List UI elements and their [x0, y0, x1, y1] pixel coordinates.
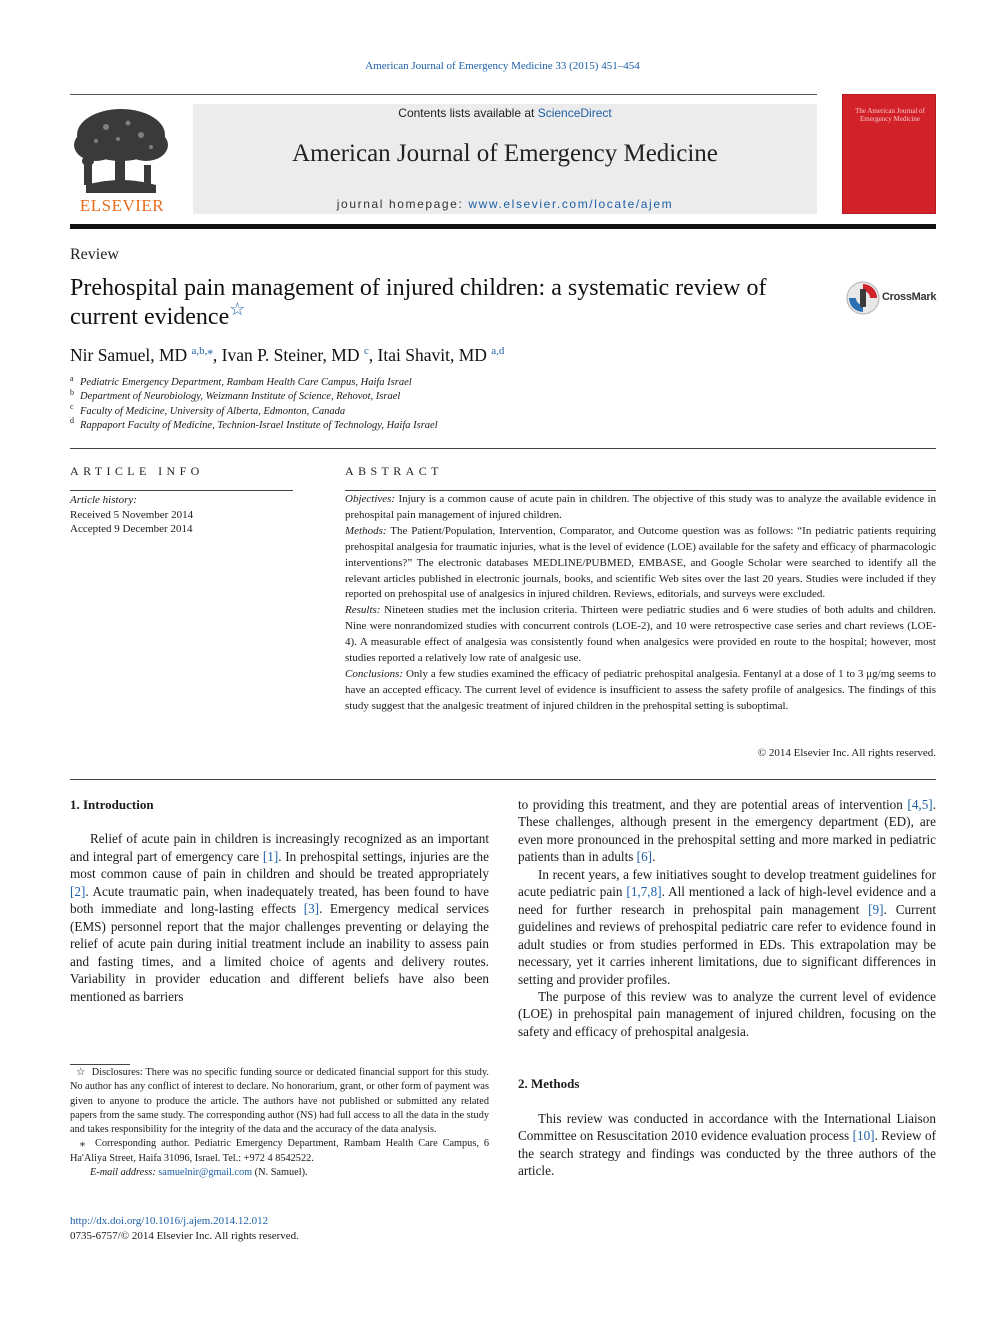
body-left-column	[70, 796, 489, 1005]
disclosure-footnote: ☆ Disclosures: There was no specific funding source or dedicated financial support for this study. No author has any conflict of interest to declare. No honorarium, grant, or other form of payment was given to anyone to produce the article. The authors have not published or submitted any related papers from the same study. The corresponding author (NS) had full access to all the data in the study and takes responsibility for the integrity of the data and the accuracy of the data analysis.	[70, 1067, 490, 1136]
copyright-notice: © 2014 Elsevier Inc. All rights reserved.	[757, 747, 936, 759]
text-run: . Current guidelines and reviews of prehospital pediatric care refer to evidence found in adult studies or from studies performed in EDs. This extrapolation may be necessary, yet it carries inherent limitations, due to significant differences in setting and provider profiles.	[518, 901, 936, 987]
crossmark-label: CrossMark	[882, 291, 937, 303]
abstract-conclusions: Conclusions: Only a few studies examined the efficacy of pediatric prehospital analgesia. Fentanyl at a dose of 1 to 3 μg/mg seems to have an accepted efficacy. The current level of evidence is insufficient to assess the safety profile of analgesics. The findings of this study suggest that the analgesic treatment of injured children in the prehospital setting is suboptimal.	[345, 667, 936, 712]
author-affiliation-marks[interactable]: c	[363, 345, 369, 357]
email-footnote: E-mail address: samuelnir@gmail.com (N. Samuel).	[90, 1167, 308, 1179]
author-name: Ivan P. Steiner, MD	[221, 344, 360, 365]
corresponding-author-footnote: ⁎ Corresponding author. Pediatric Emergency Department, Rambam Health Care Campus, 6 Ha'Aliya Street, Haifa 31096, Israel. Tel.: +972 4 8542522.	[70, 1138, 489, 1164]
author-list: Nir Samuel, MD $^{a,b,⁎}$, Ivan P. Steiner, MD $^c$, Itai Shavit, MD $^{a,d}$	[70, 344, 505, 365]
accepted-date: Accepted 9 December 2014	[70, 523, 193, 536]
text-run: to providing this treatment, and they are potential areas of intervention	[518, 797, 908, 812]
divider	[345, 490, 936, 491]
citation-link[interactable]: [1,7,8]	[626, 884, 662, 900]
email-link[interactable]: samuelnir@gmail.com	[158, 1167, 253, 1179]
text-run: . In prehospital settings, injuries are the most common cause of pain in children and should be treated appropriately	[70, 848, 489, 882]
affiliation-item: d Rappaport Faculty of Medicine, Technion-Israel Institute of Technology, Haifa Israel	[70, 416, 438, 431]
text-run: .	[652, 849, 656, 865]
doi-link[interactable]: http://dx.doi.org/10.1016/j.ajem.2014.12.012	[70, 1215, 269, 1227]
affiliation-item: b Department of Neurobiology, Weizmann Institute of Science, Rehovot, Israel	[70, 387, 401, 403]
citation-link[interactable]: [1]	[262, 848, 279, 864]
received-date: Received 5 November 2014	[70, 508, 194, 521]
citation-link[interactable]: [10]	[852, 1128, 875, 1144]
affiliation-list	[70, 373, 770, 433]
author-name: Itai Shavit, MD	[377, 344, 487, 365]
text-run: . Emergency medical services (EMS) personnel report that the major challenges preventing or delaying the relief of acute pain during initial treatment include an inability to assess pain and fasting times, and a limited choice of agents and delivery routes. Variability in provider education and different beliefs have also been mentioned as barriers	[70, 901, 489, 1004]
issn-line: 0735-6757/© 2014 Elsevier Inc. All rights reserved.	[70, 1230, 299, 1242]
body-paragraph: The purpose of this review was to analyze the current level of evidence (LOE) in prehospital pain management of injured children, focusing on the safety and efficacy of prehospital analgesia.	[518, 988, 936, 1039]
section-heading-methods: 2. Methods	[518, 1076, 580, 1092]
body-paragraph	[70, 830, 489, 1005]
author-name: Nir Samuel, MD	[70, 344, 188, 365]
text-run: . Review of the search strategy and findings was conducted by the three authors of the article.	[518, 1128, 936, 1179]
affiliation-item: a Pediatric Emergency Department, Rambam Health Care Campus, Haifa Israel	[70, 373, 412, 388]
journal-citation[interactable]: American Journal of Emergency Medicine 33 (2015) 451–454	[365, 60, 640, 72]
body-paragraph	[518, 866, 936, 988]
author-affiliation-marks[interactable]: a,b,⁎	[191, 345, 213, 357]
text-run: . These challenges, although present in the emergency department (ED), are even more pronounced in the prehospital setting and more marked in pediatric patients than in adults	[518, 797, 936, 865]
body-paragraph-continued	[518, 796, 936, 866]
text-run: This review was conducted in accordance with the International Liaison Committee on Resuscitation 2010 evidence evaluation process	[518, 1110, 936, 1144]
crossmark-badge[interactable]	[846, 281, 938, 317]
citation-link[interactable]: [2]	[70, 883, 86, 899]
text-run: In recent years, a few initiatives sought to develop treatment guidelines for acute pediatric pain	[518, 866, 936, 900]
author-affiliation-marks[interactable]: a,d	[491, 345, 505, 357]
journal-cover-thumbnail[interactable]	[842, 94, 936, 214]
body-right-column	[518, 796, 936, 1180]
article-info-heading: ARTICLE INFO	[70, 464, 204, 478]
journal-homepage-link[interactable]: www.elsevier.com/locate/ajem	[468, 197, 674, 211]
article-history	[70, 493, 300, 537]
citation-link[interactable]: [3]	[303, 901, 320, 917]
abstract-methods: Methods: The Patient/Population, Intervention, Comparator, and Outcome question was as follows: “In pediatric patients requiring prehospital analgesia for traumatic injuries, what is the level of evidence (LOE) available for the safety and efficacy of pharmacologic interventions?” The electronic databases MEDLINE/PUBMED, EMBASE, and Google Scholar were searched to identify all the relevant articles published in electronic journals, books, and scientific Web sites over the last 20 years. Studies were included if they reported on prehospital use of analgesics in injured children. Reviews, editorials, and surveys were excluded.	[345, 524, 936, 601]
citation-link[interactable]: [4,5]	[907, 797, 933, 812]
sciencedirect-link[interactable]: ScienceDirect	[537, 106, 612, 120]
abstract-heading: ABSTRACT	[345, 464, 443, 478]
crossmark-icon	[846, 281, 880, 315]
cover-title: The American Journal of Emergency Medicine	[855, 107, 925, 123]
divider	[70, 448, 936, 449]
header-thick-rule	[70, 224, 936, 229]
section-heading-introduction: 1. Introduction	[70, 797, 154, 812]
publisher-name: ELSEVIER	[79, 196, 165, 215]
abstract-objectives: Objectives: Injury is a common cause of acute pain in children. The objective of this study was to analyze the available evidence in prehospital pain management of injured children.	[345, 493, 936, 521]
header-top-rule	[70, 94, 817, 95]
abstract-body	[345, 492, 936, 715]
article-title: Prehospital pain management of injured children: a systematic review of current evidence☆	[70, 275, 767, 330]
divider	[70, 490, 293, 491]
divider	[70, 779, 936, 780]
text-run: Relief of acute pain in children is increasingly recognized as an important and integral part of emergency care	[70, 831, 489, 864]
citation-link[interactable]: [6]	[636, 849, 653, 865]
section-type: Review	[70, 246, 119, 263]
citation-link[interactable]: [9]	[868, 901, 884, 917]
doi-block	[70, 1214, 470, 1244]
affiliation-item: c Faculty of Medicine, University of Alberta, Edmonton, Canada	[70, 402, 346, 417]
abstract-results: Results: Nineteen studies met the inclusion criteria. Thirteen were pediatric studies and 6 were studies of both adults and children. Nine were nonrandomized studies with concurrent controls (LOE-2), and 10 were retrospective case series and chart reviews (LOE-4). A measurable effect of analgesia was consistently found when analgesics were provided en route to the hospital; however, most studies reported a relatively low rate of analgesic use.	[345, 604, 936, 665]
title-footnote-mark[interactable]: ☆	[229, 299, 246, 319]
journal-homepage-line: journal homepage: www.elsevier.com/locate/ajem	[336, 197, 674, 211]
body-paragraph	[518, 1110, 936, 1180]
text-run: . Acute traumatic pain, when inadequately treated, has been found to have both immediate and long-lasting effects	[70, 883, 489, 917]
journal-title: American Journal of Emergency Medicine	[292, 140, 718, 167]
text-run: . All mentioned a lack of high-level evidence and a need for further research in prehospital pain management	[518, 884, 936, 917]
footnotes	[70, 1066, 489, 1180]
history-label: Article history:	[70, 494, 137, 506]
footnote-rule	[70, 1064, 130, 1065]
contents-lists-line: Contents lists available at ScienceDirect	[398, 106, 612, 120]
